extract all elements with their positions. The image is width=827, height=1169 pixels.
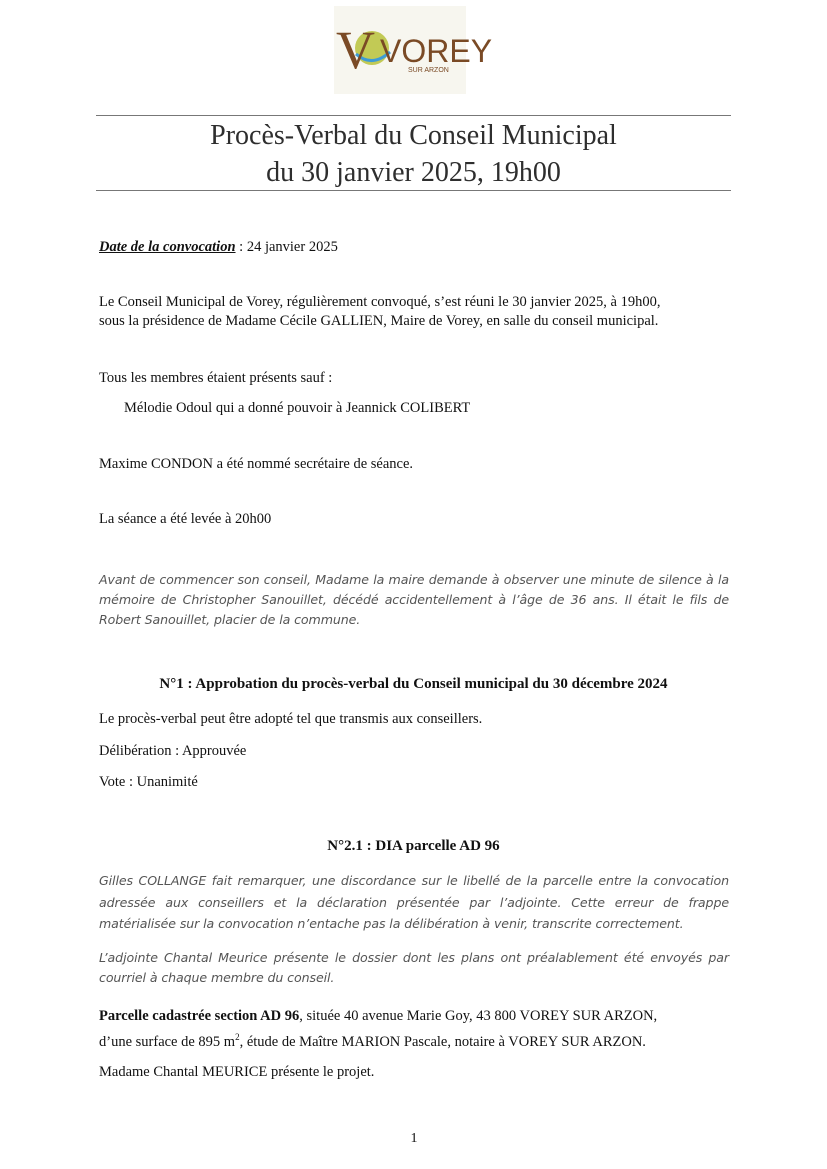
title-rule-bottom bbox=[96, 190, 731, 191]
parcel-address: , située 40 avenue Marie Goy, 43 800 VOREY SUR ARZON, bbox=[299, 1008, 658, 1024]
convocation-line bbox=[99, 236, 729, 258]
intro-line2: sous la présidence de Madame Cécile GALLIEN, Maire de Vorey, en salle du conseil municipal. bbox=[99, 313, 659, 329]
logo-text: VOREY bbox=[380, 33, 493, 69]
page-title-line1: Procès-Verbal du Conseil Municipal bbox=[210, 120, 617, 151]
item2-project: Madame Chantal MEURICE présente le projet. bbox=[99, 1064, 375, 1080]
item1-heading: N°1 : Approbation du procès-verbal du Conseil municipal du 30 décembre 2024 bbox=[159, 676, 668, 692]
intro-line1: Le Conseil Municipal de Vorey, régulièrement convoqué, s’est réuni le 30 janvier 2025, à 19h00, bbox=[99, 294, 661, 310]
parcel-label: Parcelle cadastrée section AD 96 bbox=[99, 1008, 300, 1024]
parcel-notary: , étude de Maître MARION Pascale, notaire à VOREY SUR ARZON. bbox=[239, 1033, 646, 1050]
tribute-paragraph: Avant de commencer son conseil, Madame la maire demande à observer une minute de silence à la mémoire de Christopher Sanouillet, décédé accidentellement à l’âge de 36 ans. Il était le fils de Robert Sanouillet, placier de la commune. bbox=[99, 572, 729, 627]
parcel-surface-exponent: 2 bbox=[235, 1032, 240, 1042]
vorey-logo bbox=[334, 6, 493, 94]
convocation-label: Date de la convocation bbox=[99, 239, 236, 255]
attendance-text: Tous les membres étaient présents sauf : bbox=[99, 370, 333, 386]
vorey-logo-graphic bbox=[334, 6, 493, 94]
logo-subtext: SUR ARZON bbox=[408, 67, 449, 74]
parcel-surface: d’une surface de 895 m bbox=[99, 1033, 236, 1050]
item2-remark: Gilles COLLANGE fait remarquer, une discordance sur le libellé de la parcelle entre la convocation adressée aux conseillers et la déclaration présentée par l’adjointe. Cette erreur de frappe matérialisée sur la convocation n’entache pas la délibération à venir, transcrite correctement. bbox=[99, 873, 729, 931]
item1-text: Le procès-verbal peut être adopté tel que transmis aux conseillers. bbox=[99, 711, 483, 727]
title-rule-top bbox=[96, 115, 731, 116]
item1-deliberation: Délibération : Approuvée bbox=[99, 743, 247, 759]
absent-member: Mélodie Odoul qui a donné pouvoir à Jeannick COLIBERT bbox=[124, 400, 471, 416]
closing-text: La séance a été levée à 20h00 bbox=[99, 511, 272, 527]
item2-parcel bbox=[99, 1006, 729, 1053]
item1-vote: Vote : Unanimité bbox=[99, 774, 198, 790]
item2-heading: N°2.1 : DIA parcelle AD 96 bbox=[327, 838, 500, 854]
page-title-line2: du 30 janvier 2025, 19h00 bbox=[266, 157, 561, 188]
convocation-date: 24 janvier 2025 bbox=[246, 239, 338, 255]
item2-presentation: L’adjointe Chantal Meurice présente le dossier dont les plans ont préalablement été envoyés par courriel à chaque membre du conseil. bbox=[99, 950, 729, 985]
page-number: 1 bbox=[410, 1131, 418, 1146]
convocation-separator: : bbox=[235, 239, 247, 255]
secretary-text: Maxime CONDON a été nommé secrétaire de séance. bbox=[99, 456, 414, 472]
logo-letter-v: V bbox=[336, 20, 375, 80]
